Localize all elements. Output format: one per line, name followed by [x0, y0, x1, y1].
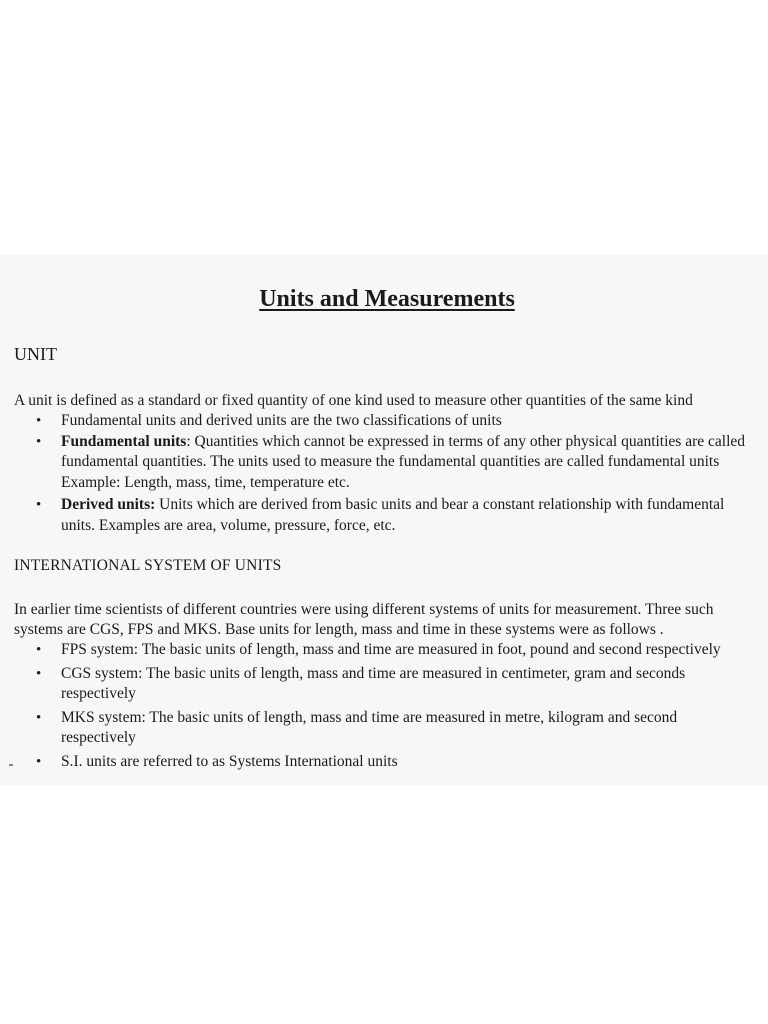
term-fundamental-units: Fundamental units	[61, 432, 187, 450]
bullet-continuation: fundamental quantities. The units used to measure the fundamental quantities are called fundamental units	[61, 453, 720, 470]
list-item	[0, 708, 768, 749]
bullet-text: Fundamental units and derived units are the two classifications of units	[61, 412, 502, 429]
bullet-example: Example: Length, mass, time, temperature etc.	[61, 473, 350, 491]
scan-speck	[9, 764, 13, 766]
unit-definition-paragraph: A unit is defined as a standard or fixed quantity of one kind used to measure other quantities of the same kind	[14, 392, 693, 409]
list-item	[0, 495, 768, 536]
bullet-text: Units which are derived from basic units and bear a constant relationship with fundamental	[155, 496, 725, 513]
si-intro-line: systems are CGS, FPS and MKS. Base units for length, mass and time in these systems were as follows .	[14, 621, 664, 638]
list-item	[0, 640, 768, 661]
bullet-icon: •	[36, 665, 42, 682]
bullet-icon: •	[36, 497, 42, 513]
bullet-text: CGS system: The basic units of length, mass and time are measured in centimeter, gram and seconds	[61, 664, 686, 682]
si-intro-paragraph	[14, 600, 713, 640]
bullet-icon: •	[36, 753, 42, 770]
bullet-text: : Quantities which cannot be expressed in terms of any other physical quantities are called	[186, 432, 746, 450]
unit-systems-list	[0, 640, 768, 775]
bullet-text: FPS system: The basic units of length, mass and time are measured in foot, pound and second respectively	[61, 641, 721, 658]
bullet-icon: •	[36, 433, 42, 450]
bullet-text: S.I. units are referred to as Systems International units	[61, 752, 398, 770]
bullet-continuation: respectively	[61, 685, 136, 702]
si-intro-line: In earlier time scientists of different countries were using different systems of units for measurement. Three such	[14, 601, 714, 618]
bullet-icon: •	[36, 709, 42, 726]
list-item	[0, 752, 768, 773]
list-item	[0, 411, 768, 432]
bullet-continuation: units. Examples are area, volume, pressure, force, etc.	[61, 516, 396, 534]
list-item	[0, 432, 768, 494]
bullet-icon: •	[36, 642, 42, 658]
list-item	[0, 664, 768, 705]
section-heading-unit: UNIT	[14, 344, 57, 364]
bullet-icon: •	[36, 413, 42, 429]
document-title: Units and Measurements	[259, 286, 515, 312]
unit-bullet-list	[0, 411, 768, 536]
section-heading-si-units: INTERNATIONAL SYSTEM OF UNITS	[14, 557, 282, 574]
bullet-continuation: respectively	[61, 729, 136, 746]
bullet-text: MKS system: The basic units of length, mass and time are measured in metre, kilogram and second	[61, 708, 678, 726]
term-derived-units: Derived units:	[61, 496, 156, 513]
